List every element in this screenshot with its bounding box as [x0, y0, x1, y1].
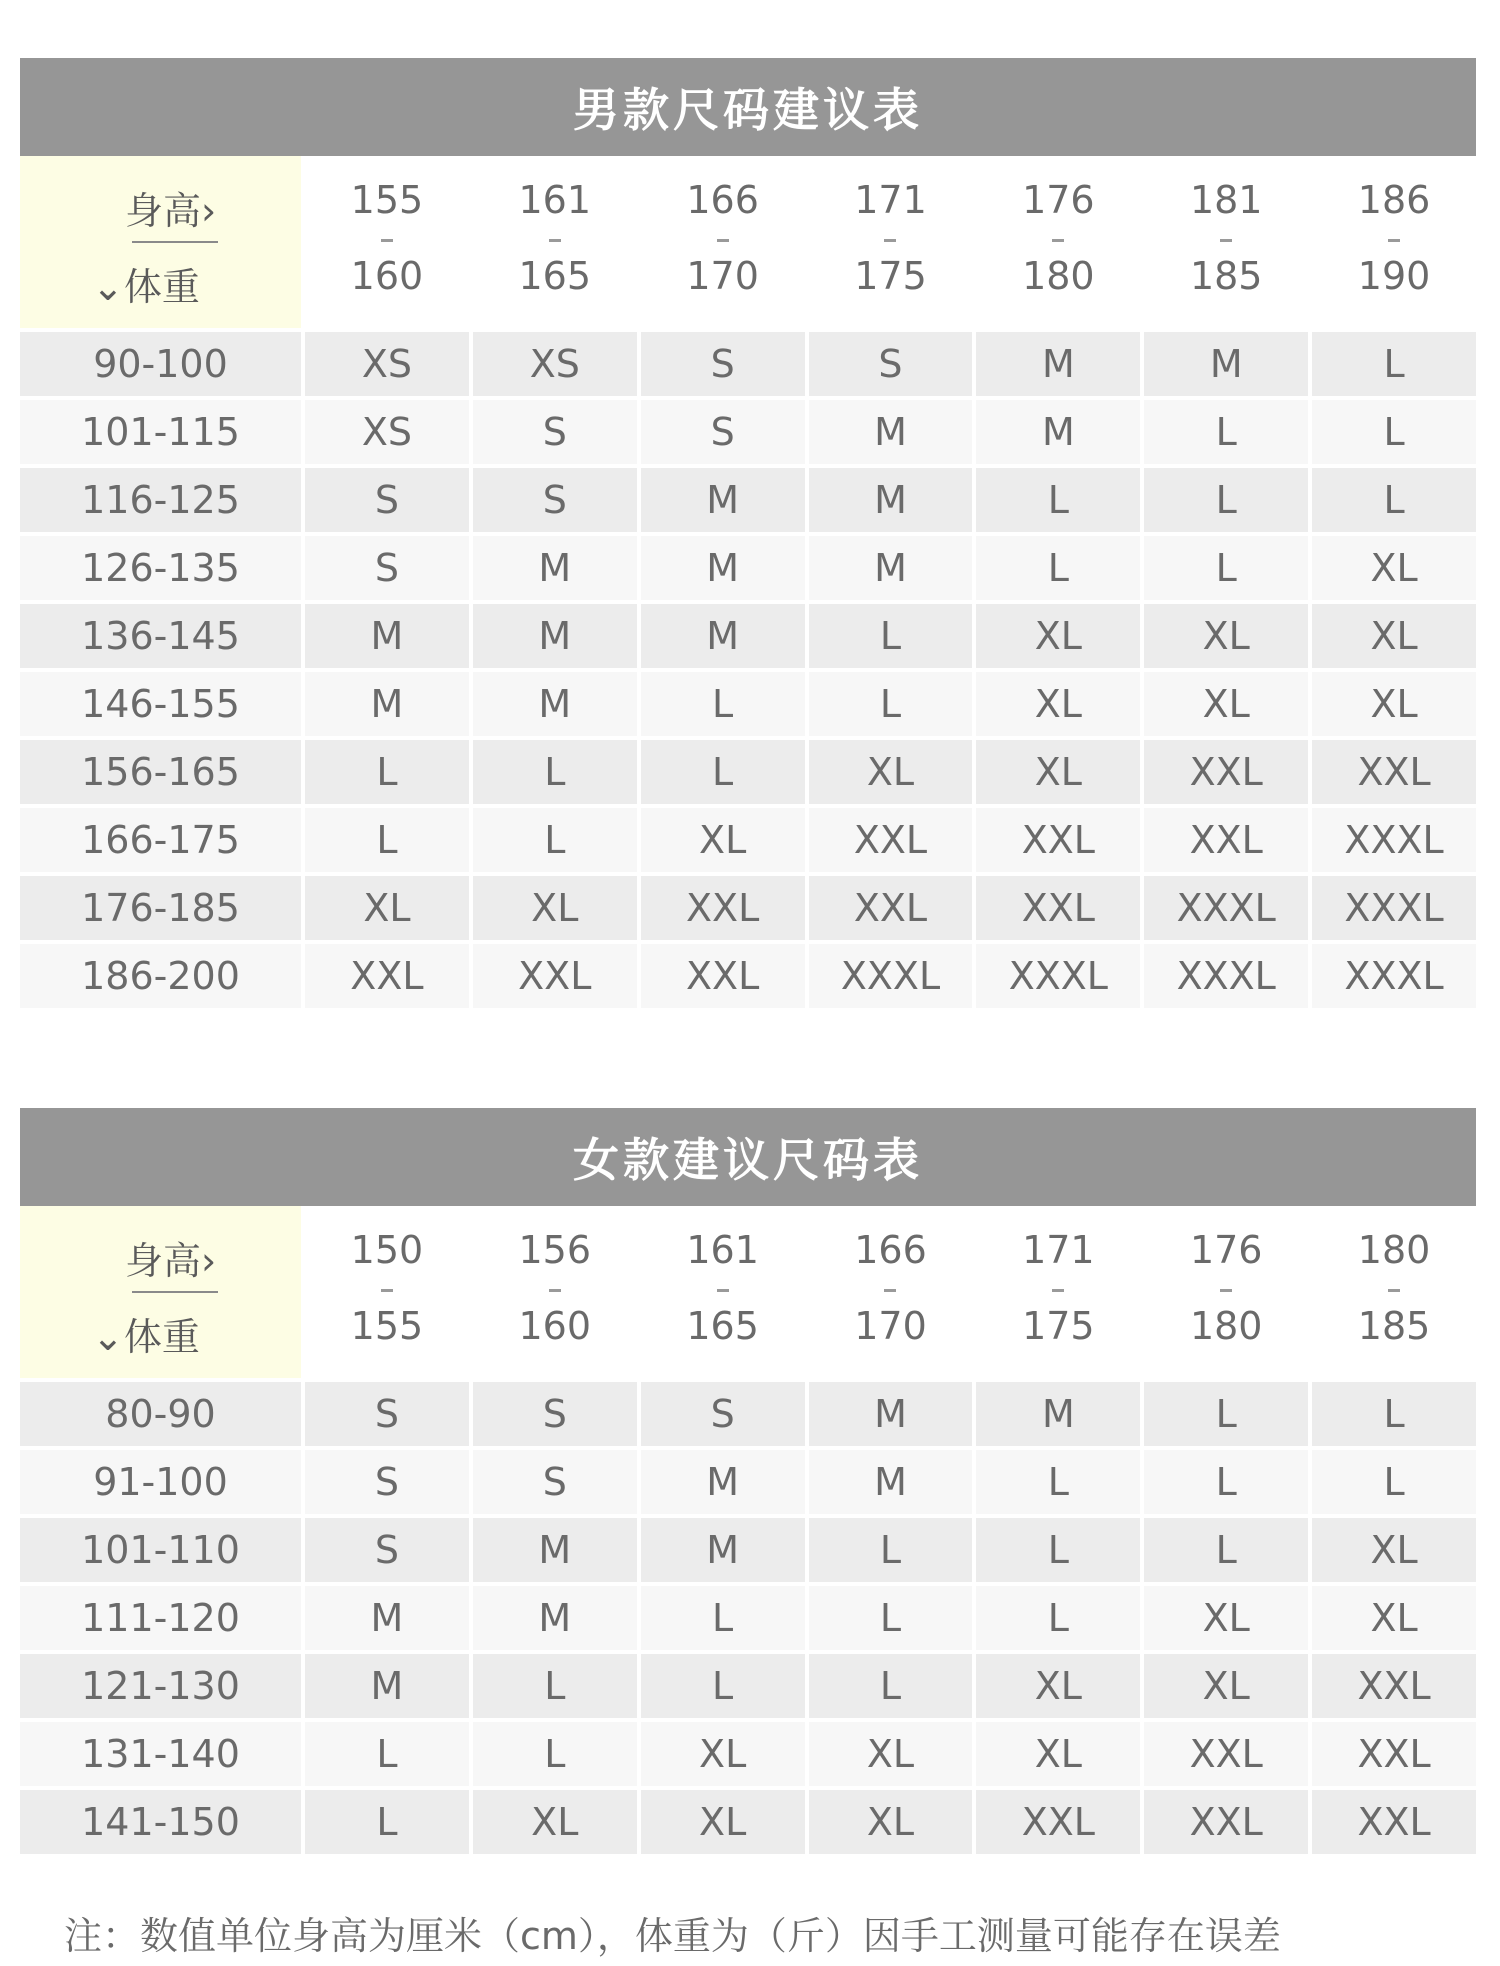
- size-cell: XL: [976, 740, 1140, 804]
- table-row: [20, 1654, 1476, 1718]
- size-cell: L: [809, 1654, 973, 1718]
- men-table-body: [20, 332, 1476, 1008]
- size-cell: M: [809, 400, 973, 464]
- weight-range-cell: 131-140: [20, 1722, 301, 1786]
- women-height-header: 161 165: [641, 1206, 805, 1378]
- weight-range-cell: 80-90: [20, 1382, 301, 1446]
- size-cell: L: [1144, 536, 1308, 600]
- size-cell: M: [641, 468, 805, 532]
- men-table-title: 男款尺码建议表: [20, 58, 1476, 156]
- size-cell: XXXL: [1312, 808, 1476, 872]
- table-row: [20, 808, 1476, 872]
- size-cell: L: [1144, 400, 1308, 464]
- size-cell: XL: [1144, 604, 1308, 668]
- size-cell: XXL: [1144, 808, 1308, 872]
- size-cell: XL: [641, 1790, 805, 1854]
- size-cell: XXL: [809, 876, 973, 940]
- size-cell: XXXL: [809, 944, 973, 1008]
- size-cell: L: [976, 536, 1140, 600]
- women-height-header: 180 185: [1312, 1206, 1476, 1378]
- size-cell: XXL: [809, 808, 973, 872]
- size-cell: XXL: [305, 944, 469, 1008]
- size-cell: L: [641, 1586, 805, 1650]
- size-cell: L: [1312, 1382, 1476, 1446]
- size-cell: M: [305, 672, 469, 736]
- women-height-header: 150 155: [305, 1206, 469, 1378]
- size-cell: XXL: [641, 944, 805, 1008]
- size-cell: XL: [809, 1722, 973, 1786]
- size-cell: XXXL: [1144, 876, 1308, 940]
- size-cell: L: [1144, 1382, 1308, 1446]
- size-cell: M: [976, 1382, 1140, 1446]
- size-cell: M: [473, 1518, 637, 1582]
- size-cell: XL: [1144, 1654, 1308, 1718]
- weight-axis-label: ⌄体重: [92, 1315, 200, 1359]
- women-table-body: [20, 1382, 1476, 1854]
- weight-range-cell: 111-120: [20, 1586, 301, 1650]
- weight-range-cell: 91-100: [20, 1450, 301, 1514]
- size-cell: S: [473, 468, 637, 532]
- size-cell: XL: [473, 876, 637, 940]
- size-cell: M: [305, 1654, 469, 1718]
- size-cell: XL: [809, 740, 973, 804]
- men-height-header: 155 160: [305, 156, 469, 328]
- size-cell: M: [641, 536, 805, 600]
- size-cell: L: [976, 1450, 1140, 1514]
- size-cell: S: [305, 536, 469, 600]
- size-cell: L: [1144, 1450, 1308, 1514]
- weight-range-cell: 101-110: [20, 1518, 301, 1582]
- table-row: [20, 1450, 1476, 1514]
- men-header-row: [20, 156, 1476, 328]
- size-cell: M: [305, 1586, 469, 1650]
- size-cell: M: [809, 536, 973, 600]
- table-row: [20, 1790, 1476, 1854]
- women-height-header: 171 175: [976, 1206, 1140, 1378]
- size-cell: L: [809, 1586, 973, 1650]
- weight-range-cell: 126-135: [20, 536, 301, 600]
- men-corner-cell: [20, 156, 301, 328]
- size-cell: L: [473, 740, 637, 804]
- men-height-header: 161 165: [473, 156, 637, 328]
- size-cell: XXXL: [1312, 876, 1476, 940]
- size-cell: M: [809, 468, 973, 532]
- size-cell: L: [305, 740, 469, 804]
- size-cell: XL: [641, 808, 805, 872]
- table-row: [20, 536, 1476, 600]
- size-cell: XS: [305, 332, 469, 396]
- weight-range-cell: 121-130: [20, 1654, 301, 1718]
- height-axis-label: 身高›: [125, 189, 217, 233]
- size-cell: L: [976, 1518, 1140, 1582]
- men-size-table: [20, 58, 1476, 1012]
- weight-range-cell: 101-115: [20, 400, 301, 464]
- size-cell: L: [1144, 468, 1308, 532]
- table-row: [20, 468, 1476, 532]
- size-cell: XXXL: [976, 944, 1140, 1008]
- size-cell: XL: [1144, 672, 1308, 736]
- weight-range-cell: 186-200: [20, 944, 301, 1008]
- size-cell: L: [305, 1722, 469, 1786]
- size-cell: L: [809, 672, 973, 736]
- women-header-row: [20, 1206, 1476, 1378]
- size-cell: XL: [1312, 1586, 1476, 1650]
- table-row: [20, 1586, 1476, 1650]
- size-cell: M: [305, 604, 469, 668]
- size-cell: XL: [976, 672, 1140, 736]
- women-height-header: 166 170: [809, 1206, 973, 1378]
- size-cell: L: [473, 1654, 637, 1718]
- size-cell: XXL: [1144, 740, 1308, 804]
- size-cell: XXL: [473, 944, 637, 1008]
- size-cell: S: [305, 1450, 469, 1514]
- size-cell: L: [1312, 468, 1476, 532]
- table-row: [20, 1382, 1476, 1446]
- size-cell: XS: [473, 332, 637, 396]
- size-cell: M: [976, 332, 1140, 396]
- size-cell: XXL: [1312, 1722, 1476, 1786]
- size-cell: S: [641, 400, 805, 464]
- height-axis-label: 身高›: [125, 1239, 217, 1283]
- corner-divider: [132, 1291, 218, 1293]
- table-row: [20, 1518, 1476, 1582]
- size-cell: XL: [1312, 604, 1476, 668]
- table-row: [20, 400, 1476, 464]
- measurement-note: 注：数值单位身高为厘米（cm），体重为（斤）因手工测量可能存在误差: [64, 1914, 1281, 1958]
- women-size-table: [20, 1108, 1476, 1858]
- corner-divider: [132, 241, 218, 243]
- weight-range-cell: 116-125: [20, 468, 301, 532]
- women-height-header: 156 160: [473, 1206, 637, 1378]
- size-cell: XXXL: [1312, 944, 1476, 1008]
- size-cell: XXL: [976, 1790, 1140, 1854]
- size-cell: S: [305, 1382, 469, 1446]
- size-cell: XXL: [1312, 1654, 1476, 1718]
- size-cell: M: [809, 1382, 973, 1446]
- size-cell: L: [1312, 332, 1476, 396]
- size-cell: L: [976, 468, 1140, 532]
- size-cell: XL: [1312, 672, 1476, 736]
- size-cell: XL: [809, 1790, 973, 1854]
- size-cell: XL: [473, 1790, 637, 1854]
- size-cell: S: [641, 1382, 805, 1446]
- size-cell: XXL: [976, 808, 1140, 872]
- size-cell: XXL: [641, 876, 805, 940]
- weight-range-cell: 166-175: [20, 808, 301, 872]
- size-cell: L: [305, 808, 469, 872]
- size-cell: L: [473, 808, 637, 872]
- size-cell: S: [305, 1518, 469, 1582]
- size-cell: XL: [976, 1654, 1140, 1718]
- weight-axis-label: ⌄体重: [92, 265, 200, 309]
- size-cell: XL: [976, 1722, 1140, 1786]
- size-cell: S: [641, 332, 805, 396]
- size-cell: M: [473, 604, 637, 668]
- size-cell: XXL: [1312, 1790, 1476, 1854]
- size-cell: M: [1144, 332, 1308, 396]
- size-cell: XXL: [1312, 740, 1476, 804]
- size-cell: L: [976, 1586, 1140, 1650]
- men-height-header: 166 170: [641, 156, 805, 328]
- size-cell: M: [473, 672, 637, 736]
- weight-range-cell: 136-145: [20, 604, 301, 668]
- size-cell: M: [473, 536, 637, 600]
- weight-range-cell: 90-100: [20, 332, 301, 396]
- size-cell: L: [809, 1518, 973, 1582]
- table-row: [20, 944, 1476, 1008]
- size-cell: L: [809, 604, 973, 668]
- size-cell: M: [473, 1586, 637, 1650]
- men-height-header: 171 175: [809, 156, 973, 328]
- size-cell: XXL: [976, 876, 1140, 940]
- size-cell: M: [641, 1450, 805, 1514]
- size-cell: S: [305, 468, 469, 532]
- weight-range-cell: 141-150: [20, 1790, 301, 1854]
- table-row: [20, 672, 1476, 736]
- table-row: [20, 740, 1476, 804]
- size-cell: L: [641, 1654, 805, 1718]
- size-cell: S: [473, 1382, 637, 1446]
- size-cell: M: [641, 1518, 805, 1582]
- men-height-header: 186 190: [1312, 156, 1476, 328]
- table-row: [20, 876, 1476, 940]
- size-cell: XL: [1144, 1586, 1308, 1650]
- size-cell: L: [641, 672, 805, 736]
- size-cell: XL: [1312, 536, 1476, 600]
- men-height-header: 176 180: [976, 156, 1140, 328]
- size-cell: M: [809, 1450, 973, 1514]
- size-cell: L: [641, 740, 805, 804]
- size-cell: L: [473, 1722, 637, 1786]
- women-corner-cell: [20, 1206, 301, 1378]
- size-cell: XXL: [1144, 1790, 1308, 1854]
- size-cell: L: [1312, 400, 1476, 464]
- size-cell: XXXL: [1144, 944, 1308, 1008]
- size-cell: M: [976, 400, 1140, 464]
- women-height-header: 176 180: [1144, 1206, 1308, 1378]
- size-cell: L: [1312, 1450, 1476, 1514]
- size-cell: XXL: [1144, 1722, 1308, 1786]
- size-cell: S: [809, 332, 973, 396]
- weight-range-cell: 146-155: [20, 672, 301, 736]
- size-cell: S: [473, 400, 637, 464]
- weight-range-cell: 176-185: [20, 876, 301, 940]
- size-cell: L: [1144, 1518, 1308, 1582]
- size-cell: S: [473, 1450, 637, 1514]
- men-height-header: 181 185: [1144, 156, 1308, 328]
- size-cell: XL: [305, 876, 469, 940]
- table-row: [20, 604, 1476, 668]
- size-cell: XL: [976, 604, 1140, 668]
- weight-range-cell: 156-165: [20, 740, 301, 804]
- size-cell: XL: [1312, 1518, 1476, 1582]
- size-cell: XS: [305, 400, 469, 464]
- table-row: [20, 1722, 1476, 1786]
- size-cell: XL: [641, 1722, 805, 1786]
- women-table-title: 女款建议尺码表: [20, 1108, 1476, 1206]
- table-row: [20, 332, 1476, 396]
- size-cell: L: [305, 1790, 469, 1854]
- size-cell: M: [641, 604, 805, 668]
